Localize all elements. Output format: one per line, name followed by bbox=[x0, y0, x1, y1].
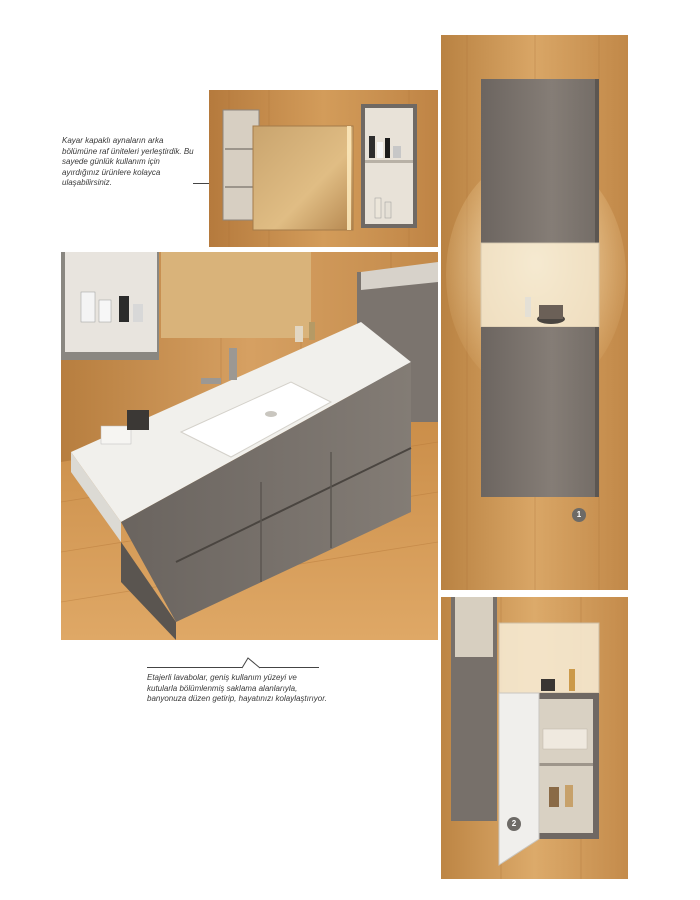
caption-top-rule bbox=[147, 667, 319, 668]
open-cabinet-photo bbox=[441, 597, 628, 879]
caption-pointer-notch bbox=[240, 657, 264, 669]
washbasin-photo bbox=[61, 252, 438, 640]
mirror-cabinet-caption: Kayar kapaklı aynaların arka bölümüne raf üniteleri yerleştirdik. Bu sayede günlük kullanım için ayırdığınız ürünlere kolayca ulaşabilirsiniz. bbox=[62, 136, 194, 187]
washbasin-caption: Etajerli lavabolar, geniş kullanım yüzeyi ve kutularla bölümlenmiş saklama alanlarıyla, banyonuza düzen getirip, hayatınızı kolaylaştırıyor. bbox=[147, 673, 327, 703]
cabinet-number-badge: 1 bbox=[572, 508, 586, 522]
cabinet-number-badge: 2 bbox=[507, 817, 521, 831]
mirror-cabinet-photo bbox=[209, 90, 438, 247]
tall-cabinet-photo bbox=[441, 35, 628, 590]
